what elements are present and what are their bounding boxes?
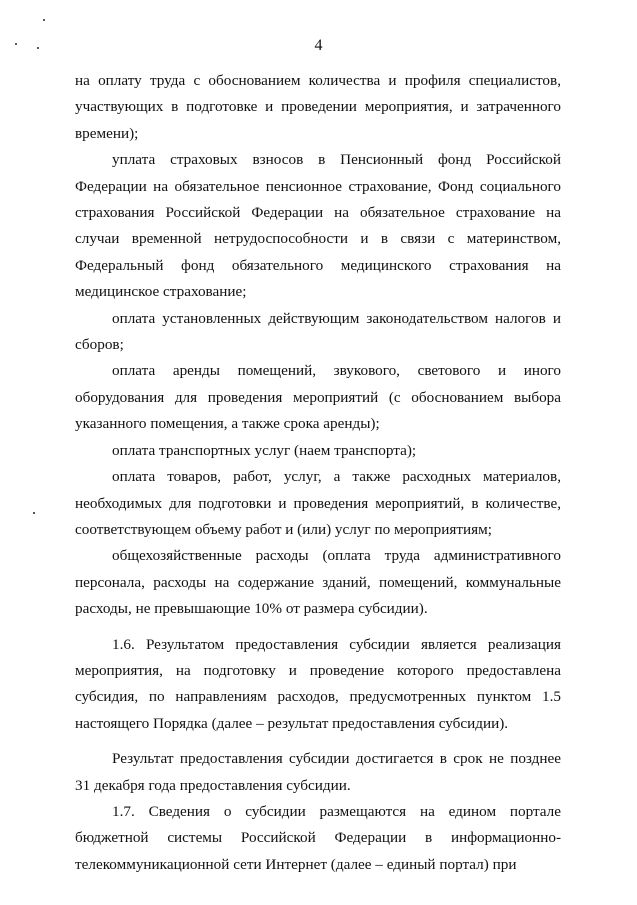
paragraph-1-7-portal: 1.7. Сведения о субсидии размещаются на едином портале бюджетной системы Российской Федерации в информационно-телекоммуникационной сети Интернет (далее – единый портал) при <box>75 802 561 873</box>
paragraph-labor-payment: на оплату труда с обоснованием количества и профиля специалистов, участвующих в подготовке и проведении мероприятия, и затраченного времени); <box>75 72 561 142</box>
paragraph-overhead: общехозяйственные расходы (оплата труда административного персонала, расходы на содержание зданий, помещений, коммунальные расходы, не превышающие 10% от размера субсидии). <box>75 547 561 618</box>
scan-speck <box>33 512 35 514</box>
paragraph-1-6-result: 1.6. Результатом предоставления субсидии является реализация мероприятия, на подготовку и проведение которого предоставлена субсидия, по направлениям расходов, предусмотренных пунктом 1.5 настоящего Порядка (далее – результат предоставления субсидии). <box>75 635 561 732</box>
paragraph-rent: оплата аренды помещений, звукового, светового и иного оборудования для проведения мероприятий (с обоснованием выбора указанного помещения, а также срока аренды); <box>75 362 561 433</box>
page-number: 4 <box>314 37 323 54</box>
paragraph-result-deadline: Результат предоставления субсидии достигается в срок не позднее 31 декабря года предоставления субсидии. <box>75 750 561 794</box>
body-text <box>75 68 561 878</box>
paragraph-taxes: оплата установленных действующим законодательством налогов и сборов; <box>75 309 561 354</box>
paragraph-transport: оплата транспортных услуг (наем транспорта); <box>112 441 417 459</box>
paragraph-insurance-contributions: уплата страховых взносов в Пенсионный фонд Российской Федерации на обязательное пенсионное страхование, Фонд социального страхования Российской Федерации на обязательное страхование на случаи временной нетрудоспособности и в связи с материнством, Федеральный фонд обязательного медицинского страхования на медицинское страхование; <box>75 151 561 301</box>
scan-speck <box>43 19 45 21</box>
paragraph-goods-services: оплата товаров, работ, услуг, а также расходных материалов, необходимых для подготовки и проведения мероприятий, в количестве, соответствующем объему работ и (или) услуг по мероприятиям; <box>75 468 561 538</box>
